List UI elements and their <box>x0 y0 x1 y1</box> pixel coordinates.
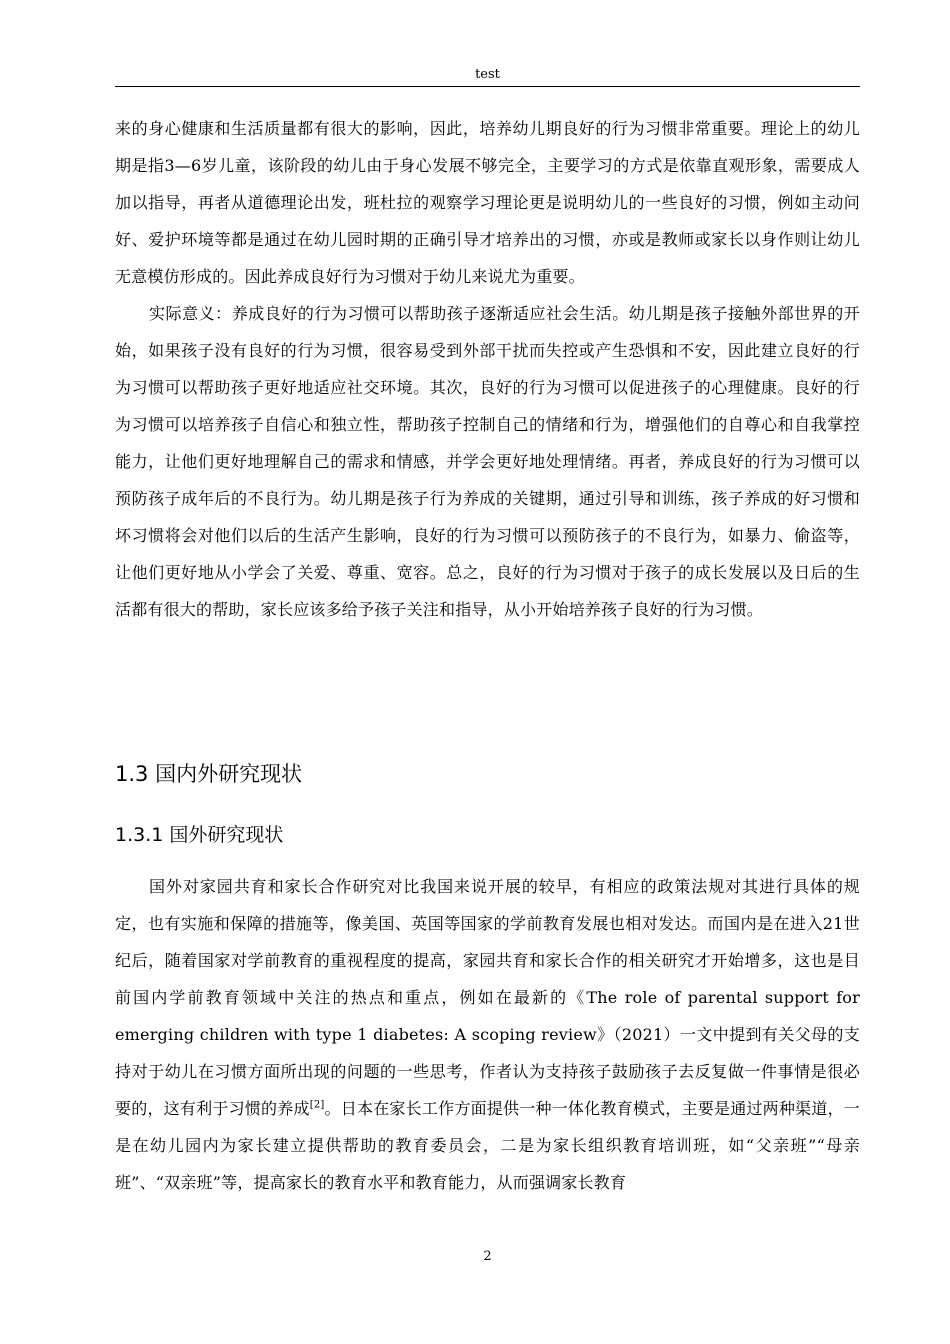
page-number: 2 <box>483 1249 492 1264</box>
citation-ref[interactable]: [2] <box>309 1099 325 1111</box>
subsection-heading: 1.3.1 国外研究现状 <box>115 824 284 846</box>
paragraph-text: 。日本在家长工作方面提供一种一体化教育模式，主要是通过两种渠道，一是在幼儿园内为家长建立提供帮助的教育委员会，二是为家长组织教育培训班，如“父亲班”“母亲班”、“双亲班”等，提高家长的教育水平和教育能力，从而强调家长教育 <box>115 1099 860 1192</box>
body-bottom <box>115 868 860 1201</box>
section-heading: 1.3 国内外研究现状 <box>115 762 303 786</box>
body-paragraph: 来的身心健康和生活质量都有很大的影响，因此，培养幼儿期良好的行为习惯非常重要。理论上的幼儿期是指3—6岁儿童，该阶段的幼儿由于身心发展不够完全，主要学习的方式是依靠直观形象，需要成人加以指导，再者从道德理论出发，班杜拉的观察学习理论更是说明幼儿的一些良好的习惯，例如主动问好、爱护环境等都是通过在幼儿园时期的正确引导才培养出的习惯，亦或是教师或家长以身作则让幼儿无意模仿形成的。因此养成良好行为习惯对于幼儿来说尤为重要。 <box>115 119 860 286</box>
body-paragraph: 实际意义：养成良好的行为习惯可以帮助孩子逐渐适应社会生活。幼儿期是孩子接触外部世界的开始，如果孩子没有良好的行为习惯，很容易受到外部干扰而失控或产生恐惧和不安，因此建立良好的行为习惯可以帮助孩子更好地适应社交环境。其次，良好的行为习惯可以促进孩子的心理健康。良好的行为习惯可以培养孩子自信心和独立性，帮助孩子控制自己的情绪和行为，增强他们的自尊心和自我掌控能力，让他们更好地理解自己的需求和情感，并学会更好地处理情绪。再者，养成良好的行为习惯可以预防孩子成年后的不良行为。幼儿期是孩子行为养成的关键期，通过引导和训练，孩子养成的好习惯和坏习惯将会对他们以后的生活产生影响，良好的行为习惯可以预防孩子的不良行为，如暴力、偷盗等，让他们更好地从小学会了关爱、尊重、宽容。总之，良好的行为习惯对于孩子的成长发展以及日后的生活都有很大的帮助，家长应该多给予孩子关注和指导，从小开始培养孩子良好的行为习惯。 <box>115 304 860 619</box>
page-header: test <box>475 67 500 82</box>
body-paragraph <box>115 868 860 1201</box>
header-divider <box>115 86 860 87</box>
paragraph-text: 国外对家园共育和家长合作研究对比我国来说开展的较早，有相应的政策法规对其进行具体的规定，也有实施和保障的措施等，像美国、英国等国家的学前教育发展也相对发达。而国内是在进入21世纪后，随着国家对学前教育的重视程度的提高，家园共育和家长合作的相关研究才开始增多，这也是目前国内学前教育领域中关注的热点和重点，例如在最新的《The role of parental support for emerging children with type 1 diabetes: A scoping review》（2021）一文中提到有关父母的支持对于幼儿在习惯方面所出现的问题的一些思考，作者认为支持孩子鼓励孩子去反复做一件事情是很必要的，这有利于习惯的养成 <box>115 877 860 1118</box>
body-top <box>115 110 860 628</box>
